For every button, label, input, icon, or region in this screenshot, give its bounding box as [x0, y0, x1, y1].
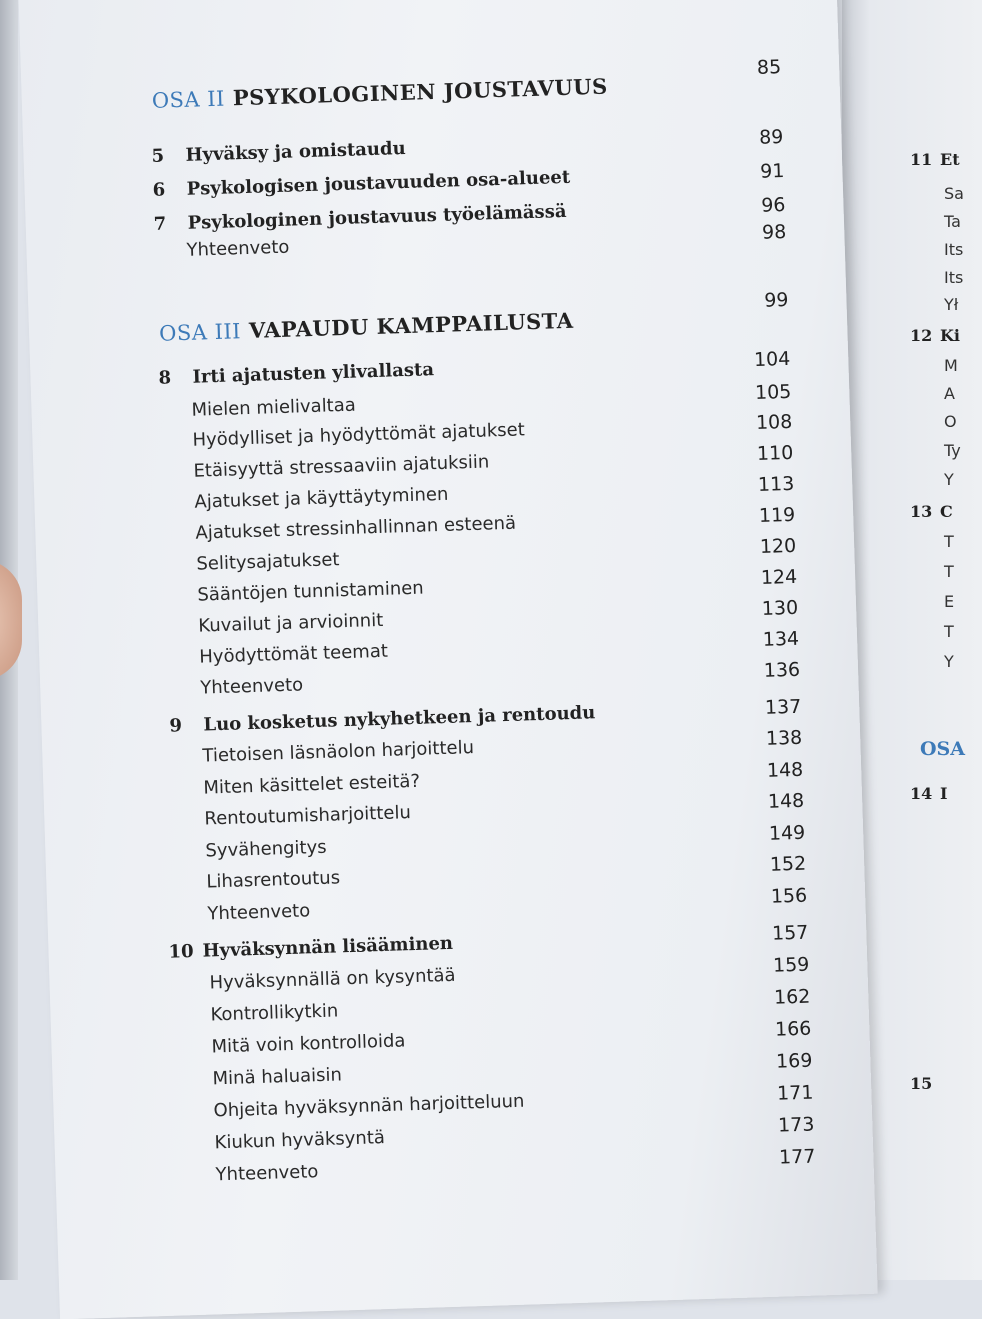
page-number: 159 [772, 953, 810, 977]
page-number: 162 [773, 985, 811, 1009]
toc-section[interactable]: Selitysajatukset [196, 549, 340, 575]
page-number: 99 [763, 288, 789, 312]
page-number: 148 [767, 789, 805, 813]
page-number: 105 [754, 380, 792, 405]
page-number: 157 [771, 921, 809, 945]
toc-section[interactable]: Kuvailut ja arvioinnit [198, 609, 384, 637]
page-number: 149 [768, 821, 806, 845]
right-chapter-number: 13 [910, 502, 933, 521]
right-toc-fragment: T [944, 532, 954, 551]
right-toc-fragment: T [944, 562, 954, 581]
right-toc-fragment: Y [944, 652, 954, 671]
right-toc-fragment: T [944, 622, 954, 641]
page-number: 108 [755, 410, 793, 435]
right-toc-fragment: Its [944, 240, 964, 259]
chapter-number: 10 [168, 940, 194, 963]
toc-section[interactable]: Minä haluaisin [212, 1064, 343, 1090]
toc-chapter[interactable] [168, 933, 453, 963]
page-number: 134 [762, 627, 800, 651]
page-number: 177 [778, 1145, 816, 1169]
toc-section[interactable]: Yhteenveto [200, 674, 304, 699]
toc-section[interactable]: Yhteenveto [215, 1161, 319, 1186]
page-number: 138 [765, 726, 803, 750]
right-toc-fragment: C [940, 502, 953, 521]
chapter-number: 5 [151, 145, 165, 167]
toc-section[interactable]: Mielen mielivaltaa [191, 394, 357, 421]
right-toc-fragment: Y [944, 470, 954, 489]
toc-page [18, 0, 878, 1319]
page-number: 104 [753, 347, 791, 372]
toc-section[interactable]: Syvähengitys [205, 836, 327, 862]
page-number: 166 [774, 1017, 812, 1041]
toc-part-heading[interactable] [151, 74, 608, 113]
page-number: 96 [760, 194, 786, 217]
page-number: 91 [759, 160, 785, 183]
toc-section[interactable]: Hyödyttömät teemat [199, 640, 389, 668]
page-number: 148 [766, 758, 804, 782]
part-title: PSYKOLOGINEN JOUSTAVUUS [232, 73, 609, 111]
page-number: 173 [777, 1113, 815, 1137]
toc-chapter[interactable] [158, 359, 434, 389]
toc-section[interactable]: Hyödylliset ja hyödyttömät ajatukset [192, 419, 526, 451]
page-number: 85 [756, 56, 782, 79]
page-number: 130 [761, 596, 799, 620]
right-chapter-number: 15 [910, 1074, 933, 1093]
thumb [0, 560, 22, 680]
right-toc-fragment: M [944, 356, 958, 375]
chapter-title: Psykologinen joustavuus työelämässä [187, 200, 567, 234]
page-number: 98 [761, 220, 787, 244]
part-title: VAPAUDU KAMPPAILUSTA [248, 307, 574, 343]
right-toc-fragment: Its [944, 268, 964, 287]
right-toc-fragment: Ki [940, 326, 960, 345]
toc-part-heading[interactable] [159, 308, 574, 346]
right-chapter-number: 12 [910, 326, 933, 345]
toc-chapter[interactable] [169, 702, 595, 736]
toc-section[interactable]: Etäisyyttä stressaaviin ajatuksiin [193, 451, 490, 482]
right-toc-fragment: O [944, 412, 957, 431]
page-number: 113 [757, 472, 795, 497]
toc-section[interactable]: Kiukun hyväksyntä [214, 1127, 386, 1154]
toc-section[interactable]: Ajatukset ja käyttäytyminen [194, 483, 449, 513]
toc-section[interactable]: Kontrollikytkin [210, 1000, 339, 1026]
right-toc-fragment: E [944, 592, 955, 611]
right-toc-fragment: Sa [944, 184, 964, 203]
toc-chapter[interactable] [152, 167, 570, 201]
toc-section[interactable]: Yhteenveto [207, 900, 311, 925]
page-number: 137 [764, 695, 802, 719]
right-toc-fragment: I [940, 784, 948, 803]
chapter-title: Hyväksy ja omistaudu [185, 137, 406, 166]
page-number: 120 [759, 534, 797, 558]
toc-section[interactable]: Rentoutumisharjoittelu [204, 802, 412, 830]
right-toc-fragment: Ta [944, 212, 961, 231]
chapter-title: Hyväksynnän lisääminen [202, 932, 454, 962]
toc-section[interactable]: Hyväksynnällä on kysyntää [209, 964, 456, 994]
part-label: OSA II [151, 86, 226, 113]
chapter-title: Psykologisen joustavuuden osa-alueet [186, 166, 571, 200]
chapter-number: 6 [152, 179, 166, 201]
right-chapter-number: 14 [910, 784, 933, 803]
page-number: 110 [756, 441, 794, 466]
right-chapter-number: 11 [910, 150, 933, 169]
part-label: OSA III [158, 319, 242, 346]
toc-chapter[interactable] [153, 201, 566, 235]
right-part-label: OSA [920, 738, 966, 760]
toc-section[interactable]: Lihasrentoutus [206, 867, 341, 893]
right-toc-fragment: A [944, 384, 955, 403]
page-number: 136 [763, 658, 801, 682]
page-number: 169 [775, 1049, 813, 1073]
page-number: 171 [776, 1081, 814, 1105]
toc-section[interactable]: Sääntöjen tunnistaminen [197, 577, 424, 606]
page-number: 156 [770, 884, 808, 908]
toc-section[interactable]: Ohjeita hyväksynnän harjoitteluun [213, 1090, 525, 1122]
toc-section[interactable]: Tietoisen läsnäolon harjoittelu [202, 737, 475, 767]
chapter-title: Irti ajatusten ylivallasta [192, 359, 435, 388]
right-toc-fragment: Ty [944, 441, 961, 460]
chapter-number: 9 [169, 715, 183, 737]
toc-chapter[interactable] [151, 138, 406, 167]
page-number: 119 [758, 503, 796, 527]
toc-section[interactable]: Miten käsittelet esteitä? [203, 770, 421, 799]
toc-section[interactable]: Ajatukset stressinhallinnan esteenä [195, 512, 517, 544]
right-toc-fragment: Et [940, 150, 960, 169]
page-number: 124 [760, 565, 798, 589]
toc-section[interactable]: Mitä voin kontrolloida [211, 1030, 406, 1058]
page-number: 152 [769, 852, 807, 876]
chapter-number: 8 [158, 367, 172, 389]
toc-section[interactable]: Yhteenveto [186, 236, 290, 261]
page-number: 89 [758, 126, 784, 149]
chapter-title: Luo kosketus nykyhetkeen ja rentoudu [203, 702, 596, 736]
chapter-number: 7 [153, 213, 167, 235]
right-toc-fragment: Ył [944, 295, 959, 314]
